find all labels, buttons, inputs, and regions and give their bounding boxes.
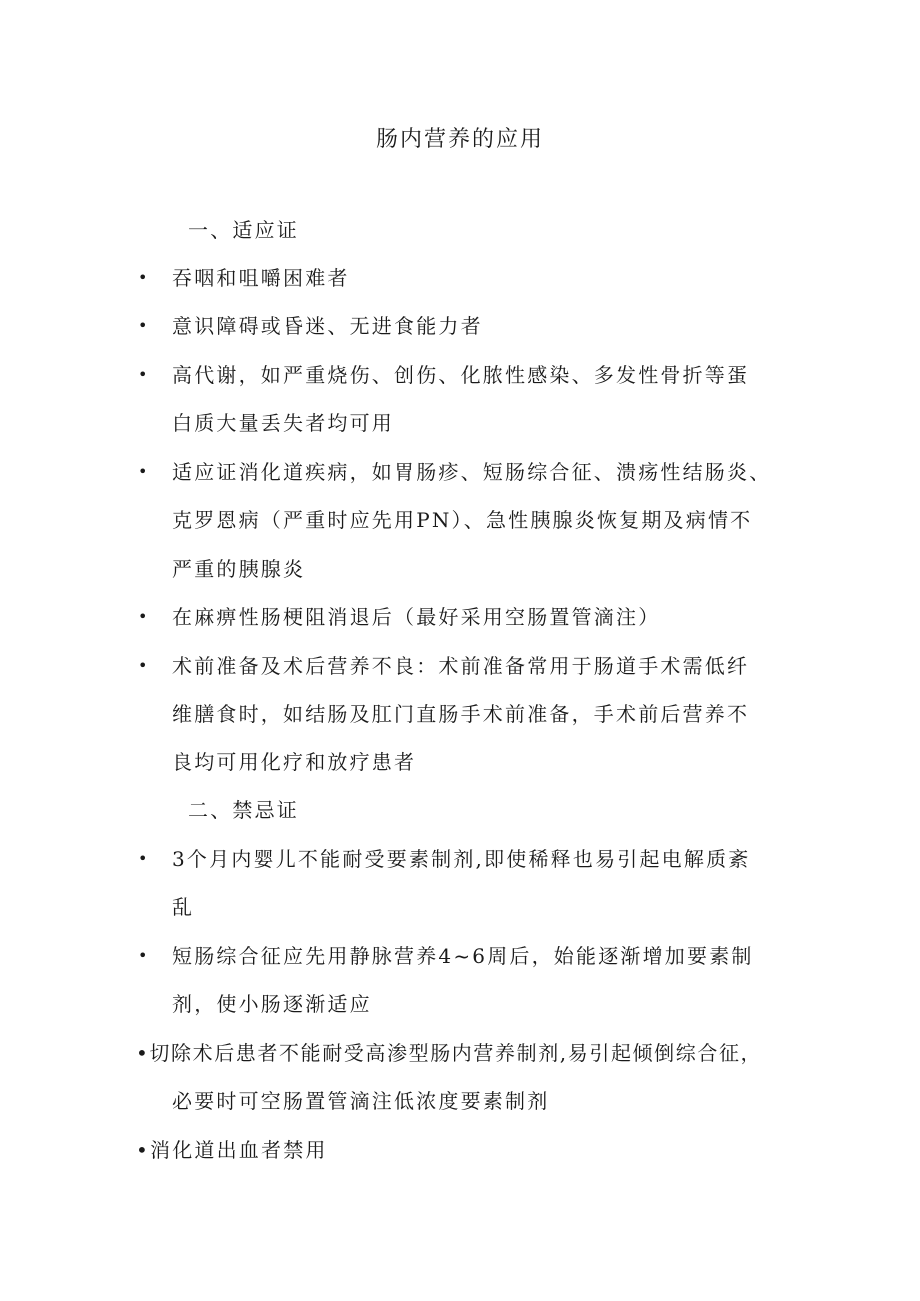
list-item-line: 短肠综合征应先用静脉营养4~6周后，始能逐渐增加要素制 [172, 944, 754, 968]
list-item-line: 吞咽和咀嚼困难者 [172, 266, 350, 290]
bullet-icon: • [138, 946, 148, 965]
list-item-line: 适应证消化道疾病，如胃肠疹、短肠综合征、溃疡性结肠炎、 [172, 460, 772, 484]
bullet-icon: • [138, 607, 148, 626]
list-item-line: 在麻痹性肠梗阻消退后（最好采用空肠置管滴注） [172, 605, 661, 629]
list-item-line: 3个月内婴儿不能耐受要素制剂,即使稀释也易引起电解质紊 [172, 847, 751, 871]
list-item-line: 乱 [172, 895, 195, 919]
bullet-icon: • [138, 316, 148, 335]
bullet-icon: • [138, 365, 148, 384]
list-item-line: 意识障碍或昏迷、无进食能力者 [172, 314, 483, 338]
list-item-line: •切除术后患者不能耐受高渗型肠内营养制剂,易引起倾倒综合征， [136, 1041, 763, 1065]
list-item-line: 维膳食时，如结肠及肛门直肠手术前准备，手术前后营养不 [172, 702, 750, 726]
list-item-line: 白质大量丢失者均可用 [172, 411, 394, 435]
bullet-icon: • [138, 849, 148, 868]
list-item-line: 克罗恩病（严重时应先用PN）、急性胰腺炎恢复期及病情不 [172, 508, 753, 532]
list-item-line: •消化道出血者禁用 [136, 1138, 328, 1162]
bullet-icon: • [138, 268, 148, 287]
list-item-line: 高代谢，如严重烧伤、创伤、化脓性感染、多发性骨折等蛋 [172, 363, 750, 387]
list-item-line: 必要时可空肠置管滴注低浓度要素制剂 [172, 1089, 550, 1113]
section-heading-indications: 一、适应证 [188, 218, 299, 242]
list-item-line: 良均可用化疗和放疗患者 [172, 750, 417, 774]
list-item-line: 术前准备及术后营养不良：术前准备常用于肠道手术需低纤 [172, 654, 750, 678]
page-title: 肠内营养的应用 [375, 127, 544, 152]
list-item-line: 剂，使小肠逐渐适应 [172, 992, 372, 1016]
list-item-line: 严重的胰腺炎 [172, 557, 306, 581]
bullet-icon: • [138, 462, 148, 481]
bullet-icon: • [138, 656, 148, 675]
section-heading-contraindications: 二、禁忌证 [188, 798, 299, 822]
